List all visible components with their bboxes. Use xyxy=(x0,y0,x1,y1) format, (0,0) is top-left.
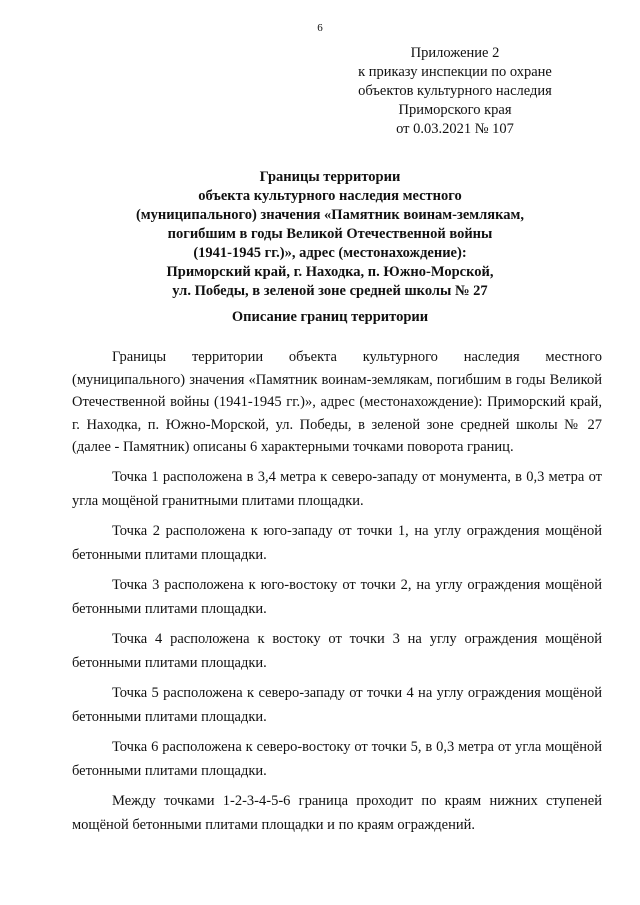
point-1-paragraph: Точка 1 расположена в 3,4 метра к северо-западу от монумента, в 0,3 метра от угла мощёной гранитными плитами площадки. xyxy=(72,468,602,509)
point-4-paragraph: Точка 4 расположена к востоку от точки 3 на углу ограждения мощёной бетонными плитами площадки. xyxy=(72,630,602,671)
intro-paragraph: Границы территории объекта культурного наследия местного (муниципального) значения «Памятник воинам-землякам, погибшим в годы Великой Отечественной войны (1941-1945 гг.)», адрес (местонахождение): Приморский край, г. Находка, п. Южно-Морской, ул. Победы, в зеленой зоне средней школы № 27 (далее - Памятник) описаны 6 характерными точками поворота границ. xyxy=(72,349,602,455)
appendix-line: объектов культурного наследия xyxy=(358,83,552,99)
appendix-header xyxy=(330,44,580,139)
point-3-paragraph: Точка 3 расположена к юго-востоку от точки 2, на углу ограждения мощёной бетонными плитами площадки. xyxy=(72,576,602,617)
point-5-paragraph: Точка 5 расположена к северо-западу от точки 4 на углу ограждения мощёной бетонными плитами площадки. xyxy=(72,684,602,725)
appendix-line: Приморского края xyxy=(398,102,512,118)
closing-paragraph: Между точками 1-2-3-4-5-6 граница проходит по краям нижних ступеней мощёной бетонными плитами площадки и по краям ограждений. xyxy=(72,792,602,833)
section-heading: Описание границ территории xyxy=(231,309,429,325)
appendix-line: к приказу инспекции по охране xyxy=(358,64,552,80)
point-6-paragraph: Точка 6 расположена к северо-востоку от точки 5, в 0,3 метра от угла мощёной бетонными плитами площадки. xyxy=(72,738,602,779)
title-line: Приморский край, г. Находка, п. Южно-Морской, xyxy=(166,264,494,280)
point-2-paragraph: Точка 2 расположена к юго-западу от точки 1, на углу ограждения мощёной бетонными плитами площадки. xyxy=(72,522,602,563)
title-line: Границы территории xyxy=(259,169,401,185)
document-title xyxy=(70,168,590,301)
title-line: (1941-1945 гг.)», адрес (местонахождение): xyxy=(193,245,467,261)
title-line: погибшим в годы Великой Отечественной войны xyxy=(167,226,493,242)
title-line: (муниципального) значения «Памятник воинам-землякам, xyxy=(135,207,525,223)
title-line: ул. Победы, в зеленой зоне средней школы № 27 xyxy=(172,283,488,299)
appendix-line: от 0.03.2021 № 107 xyxy=(396,121,514,137)
title-line: объекта культурного наследия местного xyxy=(198,188,462,204)
appendix-line: Приложение 2 xyxy=(410,45,500,61)
page-number: 6 xyxy=(317,22,323,34)
document-body xyxy=(72,346,602,843)
